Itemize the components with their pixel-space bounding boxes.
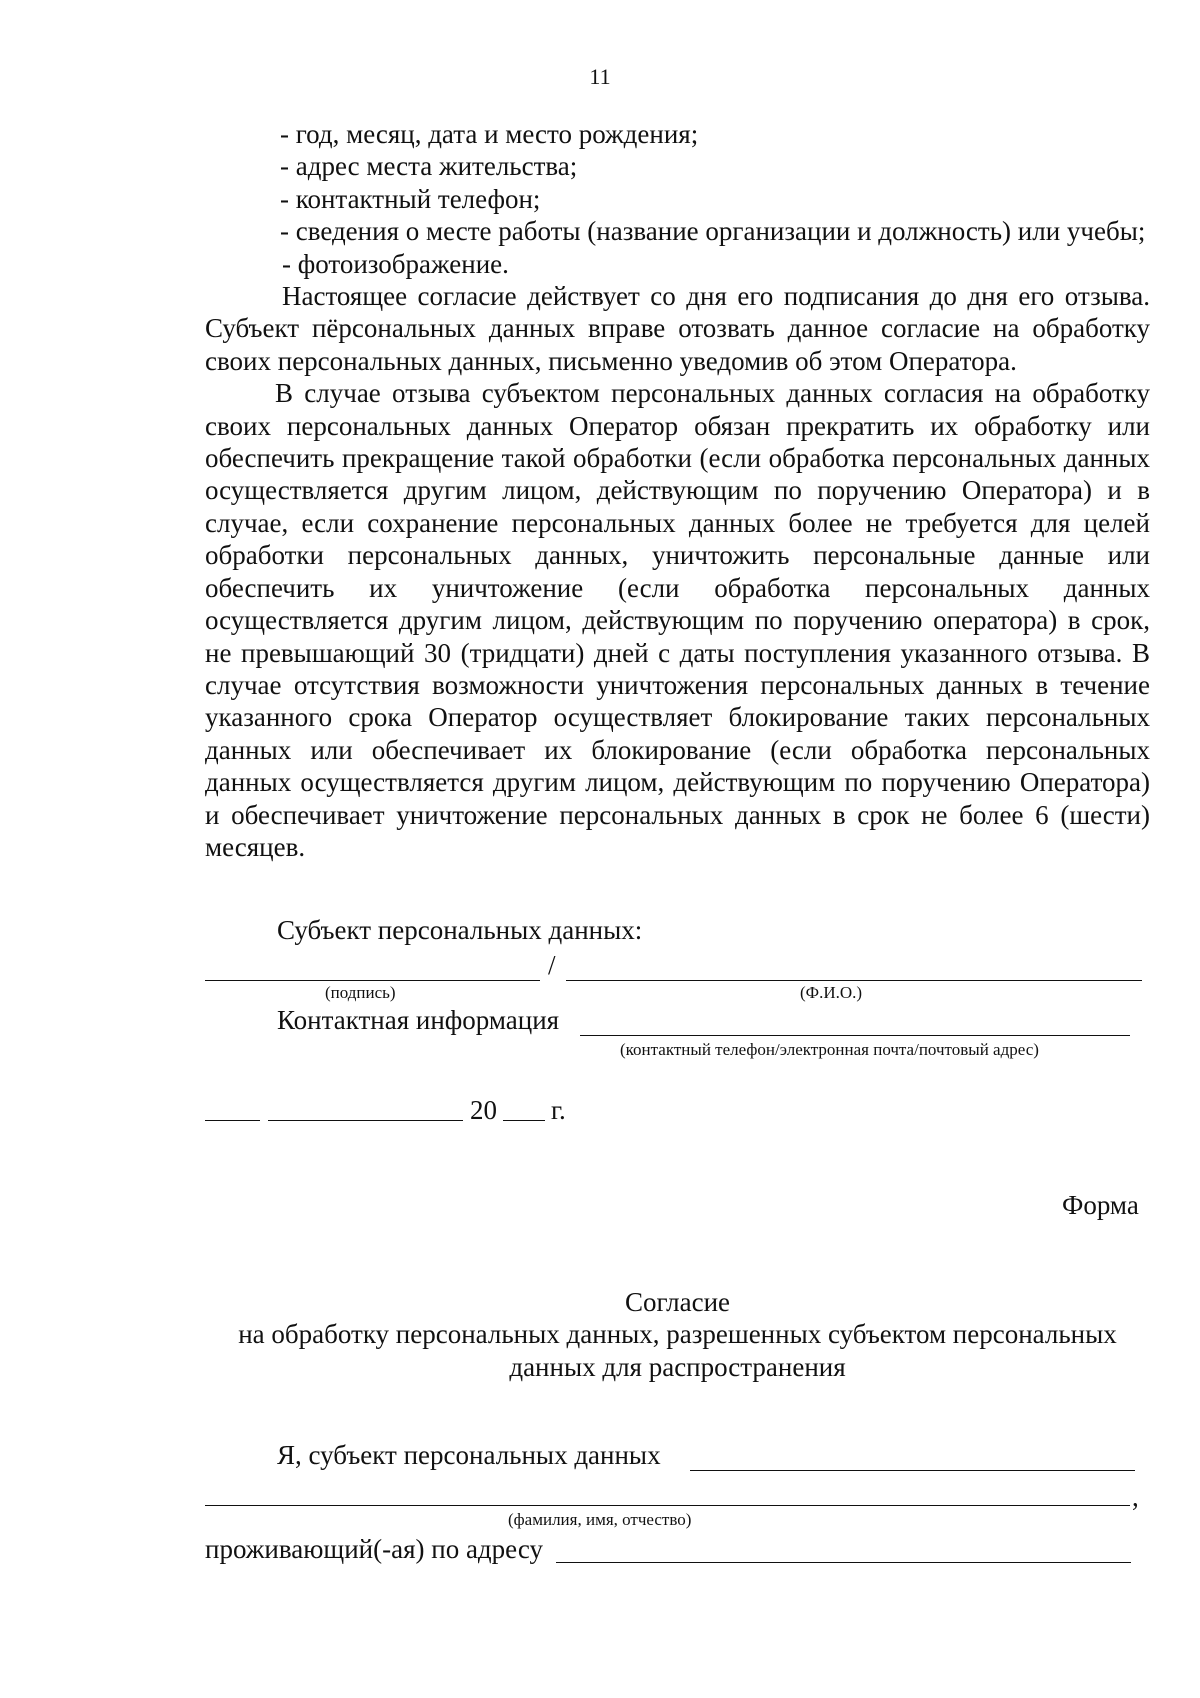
name-line[interactable] (566, 980, 1142, 981)
consent-title-line: на обработку персональных данных, разрешенных субъектом персональных (238, 1319, 1117, 1350)
month-line[interactable] (268, 1120, 463, 1121)
consent-title-line: данных для распространения (509, 1351, 846, 1382)
consent-title-line: Согласие (624, 1287, 731, 1317)
consent-fio-caption: (фамилия, имя, отчество) (508, 1510, 692, 1529)
contact-caption: (контактный телефон/электронная почта/почтовый адрес) (620, 1040, 1039, 1059)
page-number: 11 (589, 64, 611, 89)
signature-caption: (подпись) (325, 983, 396, 1002)
paragraph-validity: Настоящее согласие действует со дня его подписания до дня его отзыва. Субъект пёрсональных данных вправе отозвать данное согласие на обработку своих персональных данных, письменно уведомив об этом Оператора. (205, 281, 1150, 376)
year-line[interactable] (503, 1120, 545, 1121)
consent-title (205, 1286, 1150, 1383)
list-item: - фотоизображение. (282, 248, 509, 279)
name-caption: (Ф.И.О.) (800, 983, 863, 1002)
paragraph-withdrawal: В случае отзыва субъектом персональных данных согласия на обработку своих персональных данных Оператор обязан прекратить их обработку или обеспечить прекращение такой обработки (если обработка персональных данных осуществляется другим лицом, действующим по поручению Оператора) и в случае, если сохранение персональных данных более не требуется для целей обработки персональных данных, уничтожить персональные данные или обеспечить их уничтожение (если обработка персональных данных осуществляется другим лицом, действующим по поручению оператора) в срок, не превышающий 30 (тридцати) дней с даты поступления указанного отзыва. В случае отсутствия возможности уничтожения персональных данных в течение указанного срока Оператор осуществляет блокирование таких персональных данных или обеспечивает их блокирование (если обработка персональных данных осуществляется другим лицом, действующим по поручению Оператора) и обеспечивает уничтожение персональных данных в срок не более 6 (шести) месяцев. (205, 378, 1150, 862)
consent-address-line[interactable] (556, 1562, 1131, 1563)
signature-line[interactable] (205, 980, 540, 981)
document-body (205, 118, 1150, 863)
consent-fio-line[interactable] (205, 1505, 1130, 1506)
consent-comma: , (1132, 1482, 1139, 1512)
contact-label: Контактная информация (277, 1005, 560, 1035)
year-suffix: г. (551, 1095, 566, 1125)
consent-subject-line[interactable] (690, 1470, 1135, 1471)
list-item: - адрес места жительства; (280, 151, 578, 182)
signature-separator: / (548, 950, 556, 980)
list-item: - контактный телефон; (280, 183, 541, 214)
year-prefix: 20 (470, 1095, 497, 1125)
day-line[interactable] (205, 1120, 260, 1121)
consent-subject-label: Я, субъект персональных данных (277, 1440, 661, 1470)
form-label: Форма (1062, 1190, 1139, 1220)
subject-label: Субъект персональных данных: (277, 915, 643, 945)
list-item: - год, месяц, дата и место рождения; (280, 119, 699, 149)
contact-line[interactable] (580, 1035, 1130, 1036)
consent-address-label: проживающий(-ая) по адресу (205, 1534, 543, 1564)
list-item: - сведения о месте работы (название организации и должность) или учебы; (280, 216, 1146, 247)
